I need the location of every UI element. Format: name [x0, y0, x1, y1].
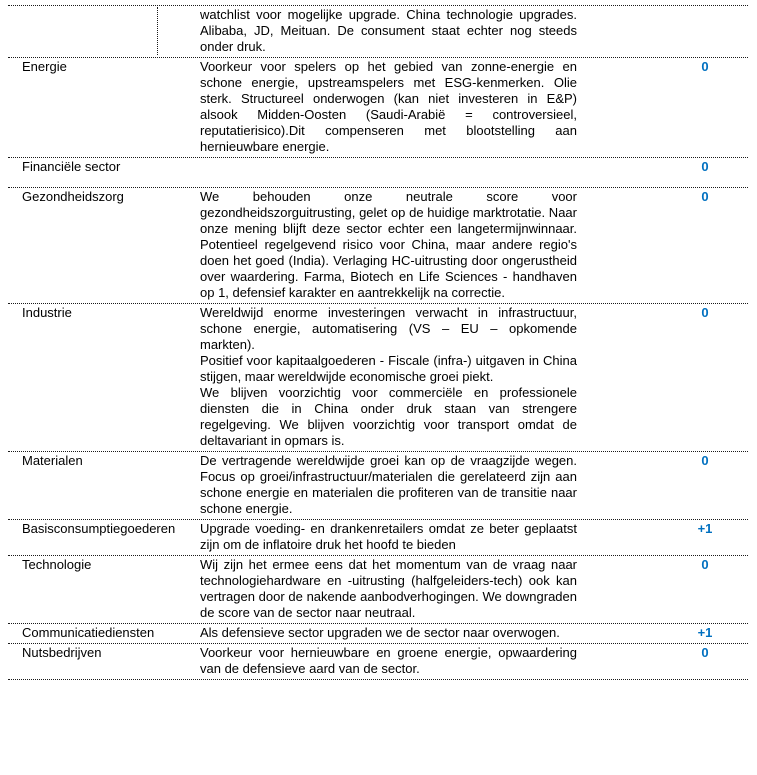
sector-score-value: 0: [701, 59, 709, 74]
table-row: [8, 188, 748, 304]
table-row: [8, 520, 748, 556]
sector-comment-cell: [158, 521, 577, 553]
sector-name-cell: Nutsbedrijven: [22, 645, 102, 660]
sector-name-cell: Basisconsumptiegoederen: [22, 521, 176, 536]
comment-paragraph: De vertragende wereldwijde groei kan op de vraagzijde wegen. Focus op groei/infrastructuur/materialen die gerelateerd zijn aan schone energie en materialen die profiteren van de transitie naar schone energie.: [200, 453, 577, 516]
sector-score-value: 0: [701, 453, 709, 468]
sector-name-cell: Gezondheidszorg: [22, 189, 124, 204]
comment-paragraph: Als defensieve sector upgraden we de sector naar overwogen.: [200, 625, 560, 640]
sector-score-value: 0: [701, 189, 709, 204]
sector-comment-cell: [158, 557, 577, 621]
sector-name-cell: Financiële sector: [22, 159, 121, 174]
sector-name-cell: Energie: [22, 59, 67, 74]
table-row: [8, 158, 748, 188]
sector-score-value: +1: [697, 625, 713, 640]
sector-score-value: 0: [701, 645, 709, 660]
table-row: [8, 556, 748, 624]
sector-rating-table: [8, 5, 748, 680]
sector-name-cell: Communicatiediensten: [22, 625, 155, 640]
table-row: [8, 58, 748, 158]
sector-comment-cell: [158, 453, 577, 517]
sector-name-cell: Materialen: [22, 453, 83, 468]
sector-score-value: [577, 7, 748, 55]
comment-paragraph: We behouden onze neutrale score voor gezondheidszorguitrusting, gelet op de huidige marktrotatie. Naar onze mening blijft deze sector echter een langetermijnwinnaar. Potentieel regelgevend risico voor China, maar andere regio's doen het goed (India). Verlaging HC-uitrusting door ongerustheid over waardering. Farma, Biotech en Life Sciences - handhaven op 1, defensief karakter en aantrekkelijk na correctie.: [200, 189, 577, 300]
comment-paragraph: Wereldwijd enorme investeringen verwacht in infrastructuur, schone energie, automatisering (VS – EU – opkomende markten).: [200, 305, 577, 352]
sector-score-value: 0: [701, 557, 709, 572]
table-row: [8, 624, 748, 644]
comment-paragraph: Voorkeur voor hernieuwbare en groene energie, opwaardering van de defensieve aard van de sector.: [200, 645, 577, 676]
table-row: [8, 644, 748, 680]
sector-comment-cell: [158, 59, 577, 155]
sector-comment-cell: [158, 645, 577, 677]
comment-paragraph: Upgrade voeding- en drankenretailers omdat ze beter geplaatst zijn om de inflatoire druk het hoofd te bieden: [200, 521, 577, 552]
sector-comment-cell: [158, 625, 577, 641]
sector-score-value: 0: [701, 305, 709, 320]
table-row: [8, 6, 748, 58]
comment-paragraph: Wij zijn het ermee eens dat het momentum van de vraag naar technologiehardware en -uitrusting (halfgeleiders-tech) ook kan vertragen door de nakende aanbodverhogingen. We downgraden de score van de sector naar neutraal.: [200, 557, 577, 620]
sector-comment-cell: [158, 159, 577, 185]
table-row: [8, 452, 748, 520]
sector-name-cell: [8, 7, 158, 55]
sector-comment-cell: [158, 7, 577, 55]
sector-score-value: +1: [697, 521, 713, 536]
sector-comment-cell: [158, 305, 577, 449]
comment-paragraph: watchlist voor mogelijke upgrade. China technologie upgrades. Alibaba, JD, Meituan. De consument staat echter nog steeds onder druk.: [200, 7, 577, 54]
comment-paragraph: We blijven voorzichtig voor commerciële en professionele diensten die in China onder druk staan van strengere regelgeving. We blijven voorzichtig voor transport omdat de deltavariant in opmars is.: [200, 385, 577, 448]
sector-score-value: 0: [701, 159, 709, 174]
comment-paragraph: Positief voor kapitaalgoederen - Fiscale (infra-) uitgaven in China stijgen, maar wereldwijde economische groei piekt.: [200, 353, 577, 384]
sector-name-cell: Technologie: [22, 557, 92, 572]
table-row: [8, 304, 748, 452]
comment-paragraph: Voorkeur voor spelers op het gebied van zonne-energie en schone energie, upstreamspelers met ESG-kenmerken. Olie sterk. Structureel onderwogen (kan niet investeren in E&P) alsook Midden-Oosten (Saudi-Arabië = controversieel, reputatierisico).Dit compenseren met blootstelling aan hernieuwbare energie.: [200, 59, 577, 154]
sector-comment-cell: [158, 189, 577, 301]
sector-name-cell: Industrie: [22, 305, 72, 320]
